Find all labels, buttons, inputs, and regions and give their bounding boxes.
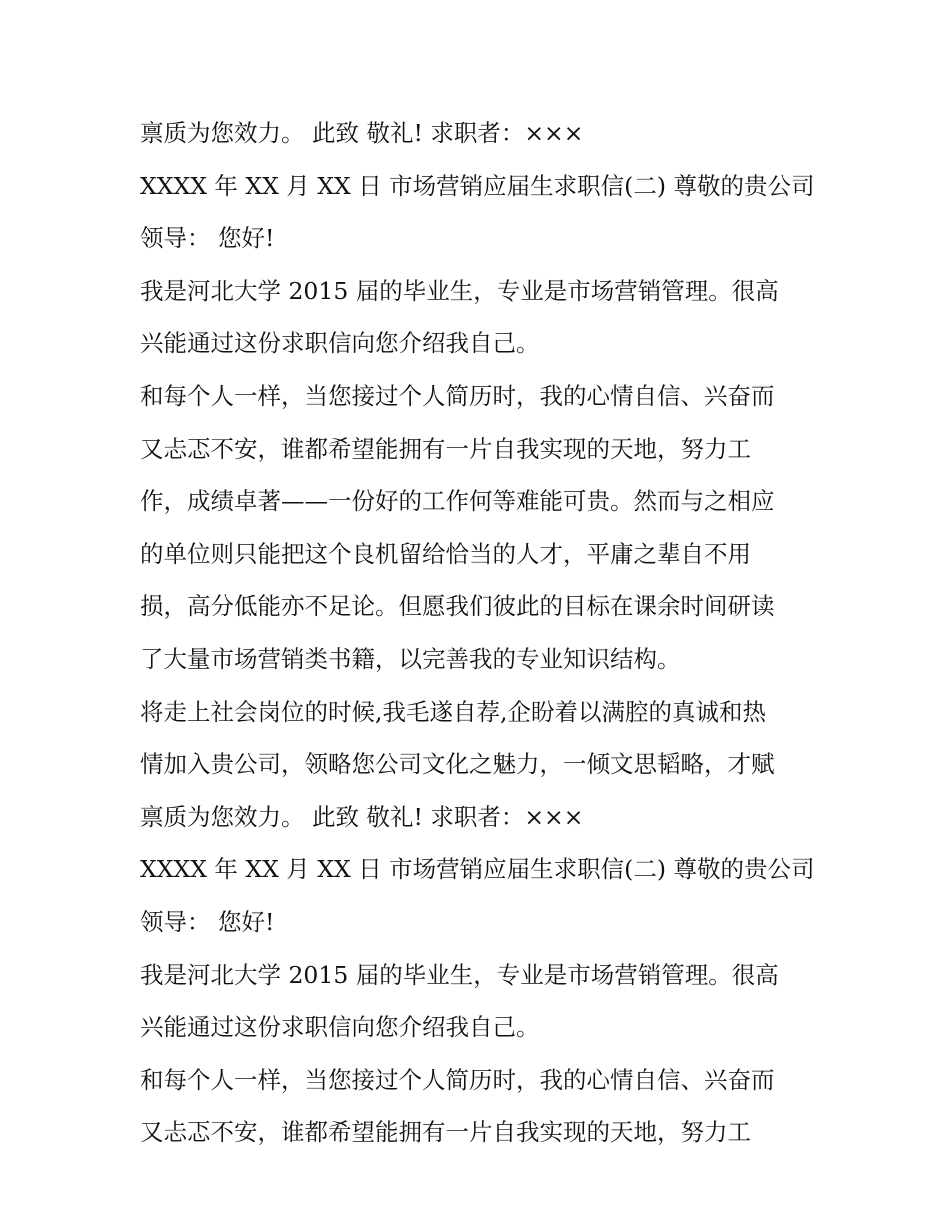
- text-line: 情加入贵公司，领略您公司文化之魅力，一倾文思韬略，才赋: [140, 750, 775, 779]
- text-line: XXXX 年 XX 月 XX 日 市场营销应届生求职信(二) 尊敬的贵公司: [140, 171, 815, 200]
- text-line: 将走上社会岗位的时候,我毛遂自荐,企盼着以满腔的真诚和热: [140, 697, 766, 726]
- text-line: 损，高分低能亦不足论。但愿我们彼此的目标在课余时间研读: [140, 592, 775, 621]
- text-line: 的单位则只能把这个良机留给恰当的人才，平庸之辈自不用: [140, 539, 751, 568]
- text-line: 和每个人一样，当您接过个人简历时，我的心情自信、兴奋而: [140, 381, 775, 410]
- text-line: 又忐忑不安，谁都希望能拥有一片自我实现的天地，努力工: [140, 434, 751, 463]
- text-line: 我是河北大学 2015 届的毕业生，专业是市场营销管理。很高: [140, 960, 779, 989]
- text-line: 兴能通过这份求职信向您介绍我自己。: [140, 1013, 540, 1042]
- document-body: [140, 107, 820, 1159]
- text-line: 禀质为您效力。 此致 敬礼! 求职者：×××: [140, 802, 584, 831]
- text-line: 领导： 您好!: [140, 224, 275, 253]
- text-line: 兴能通过这份求职信向您介绍我自己。: [140, 329, 540, 358]
- text-line: 作，成绩卓著——一份好的工作何等难能可贵。然而与之相应: [140, 487, 775, 516]
- text-line: 又忐忑不安，谁都希望能拥有一片自我实现的天地，努力工: [140, 1118, 751, 1147]
- text-line: 禀质为您效力。 此致 敬礼! 求职者：×××: [140, 119, 584, 147]
- text-line: 领导： 您好!: [140, 907, 275, 936]
- text-line: 和每个人一样，当您接过个人简历时，我的心情自信、兴奋而: [140, 1065, 775, 1094]
- text-line: 了大量市场营销类书籍，以完善我的专业知识结构。: [140, 644, 681, 673]
- text-line: 我是河北大学 2015 届的毕业生，专业是市场营销管理。很高: [140, 276, 779, 305]
- text-line: XXXX 年 XX 月 XX 日 市场营销应届生求职信(二) 尊敬的贵公司: [140, 855, 815, 884]
